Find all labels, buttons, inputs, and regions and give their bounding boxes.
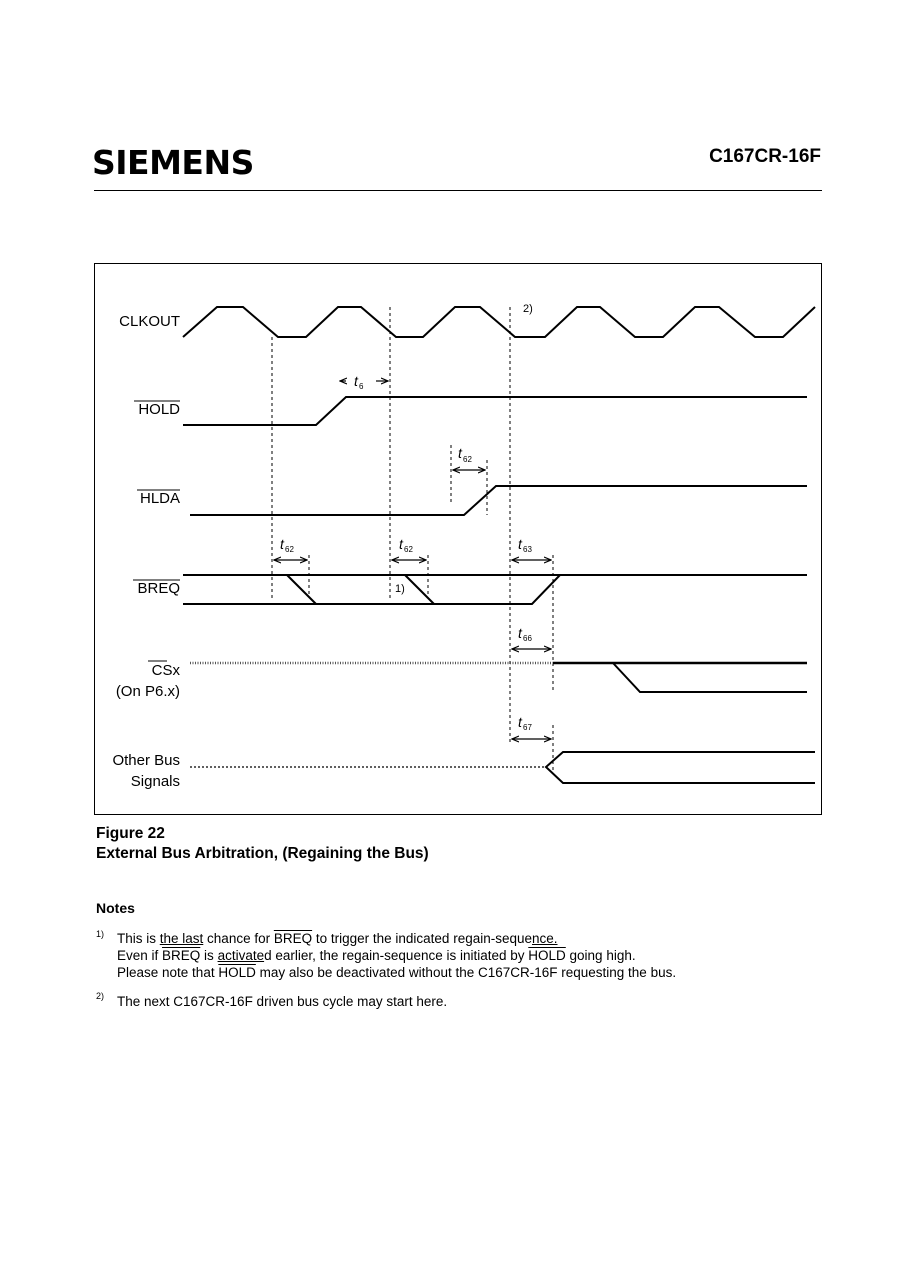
t6-sub: 6 xyxy=(359,382,364,391)
t6-label: t xyxy=(354,373,358,389)
csx-label: CSx xyxy=(151,662,180,679)
t63-label: t xyxy=(518,536,522,552)
notes-heading: Notes xyxy=(96,900,135,916)
note-1-line-2-a: Even if xyxy=(117,948,163,963)
t62-second-label: t xyxy=(399,536,403,552)
other-bus-label: Other Bus xyxy=(112,752,180,769)
note-1-line-2-g: going high. xyxy=(565,948,636,963)
figure-title: External Bus Arbitration, (Regaining the Bus) xyxy=(96,845,429,862)
note-1-line-3-a: Please note that xyxy=(117,965,219,980)
hold-wave xyxy=(183,397,807,425)
note-1-line-2 xyxy=(117,947,636,964)
note-1-line-2-e: d earlier, the regain-sequence is initiated by xyxy=(264,948,529,963)
note-1-text-f: nce. xyxy=(532,931,558,946)
note-2-text: The next C167CR-16F driven bus cycle may start here. xyxy=(117,994,448,1009)
t66-label: t xyxy=(518,625,522,641)
note-1-line-2-c: is xyxy=(200,948,218,963)
clkout-wave xyxy=(183,307,815,337)
clkout-label: CLKOUT xyxy=(119,313,180,330)
hold-label: HOLD xyxy=(138,401,180,418)
note-1-text-c: chance for xyxy=(203,931,274,946)
t67-sub: 67 xyxy=(523,723,532,732)
note-1-text-b: the last xyxy=(159,931,204,946)
note-marker-2: 2) xyxy=(523,303,533,315)
note-2-marker: 2) xyxy=(96,991,105,1001)
t62-first-sub: 62 xyxy=(285,545,294,554)
breq-label: BREQ xyxy=(137,580,180,597)
note-1-line-2-hold: HOLD xyxy=(528,948,566,963)
note-1-line-2-breq: BREQ xyxy=(162,948,201,963)
timing-arrows xyxy=(274,381,551,739)
note-marker-1: 1) xyxy=(395,583,405,595)
note-1-marker: 1) xyxy=(96,929,105,939)
t67-label: t xyxy=(518,714,522,730)
note-1-text-a: This is xyxy=(117,931,160,946)
other-signals-wave xyxy=(546,752,815,783)
note-1-line-3-hold: HOLD xyxy=(218,965,256,980)
t62-hlda-label: t xyxy=(458,445,462,461)
hlda-label: HLDA xyxy=(139,490,180,507)
t63-sub: 63 xyxy=(523,545,532,554)
csx-port-label: (On P6.x) xyxy=(115,683,180,700)
csx-fall-line xyxy=(613,663,807,692)
breq-pulse-2 xyxy=(405,575,434,604)
note-1-line-2-d: activate xyxy=(217,948,265,963)
breq-low-line xyxy=(183,575,560,604)
note-1-breq: BREQ xyxy=(273,931,313,946)
reference-lines xyxy=(272,307,553,770)
note-1-line-3 xyxy=(117,964,676,981)
siemens-logo: SIEMENS xyxy=(92,143,254,182)
t62-first-label: t xyxy=(280,536,284,552)
t62-second-sub: 62 xyxy=(404,545,413,554)
note-1-text-e: to trigger the indicated regain-seque xyxy=(312,931,532,946)
figure-number: Figure 22 xyxy=(96,825,165,842)
signals-label: Signals xyxy=(130,773,180,790)
part-number: C167CR-16F xyxy=(709,146,821,167)
note-1-line-3-c: may also be deactivated without the C167CR-16F requesting the bus. xyxy=(255,965,677,980)
note-1-line-1 xyxy=(117,930,558,947)
breq-pulse-1 xyxy=(287,575,316,604)
hlda-wave xyxy=(190,486,807,515)
t66-sub: 66 xyxy=(523,634,532,643)
t62-hlda-sub: 62 xyxy=(463,455,472,464)
